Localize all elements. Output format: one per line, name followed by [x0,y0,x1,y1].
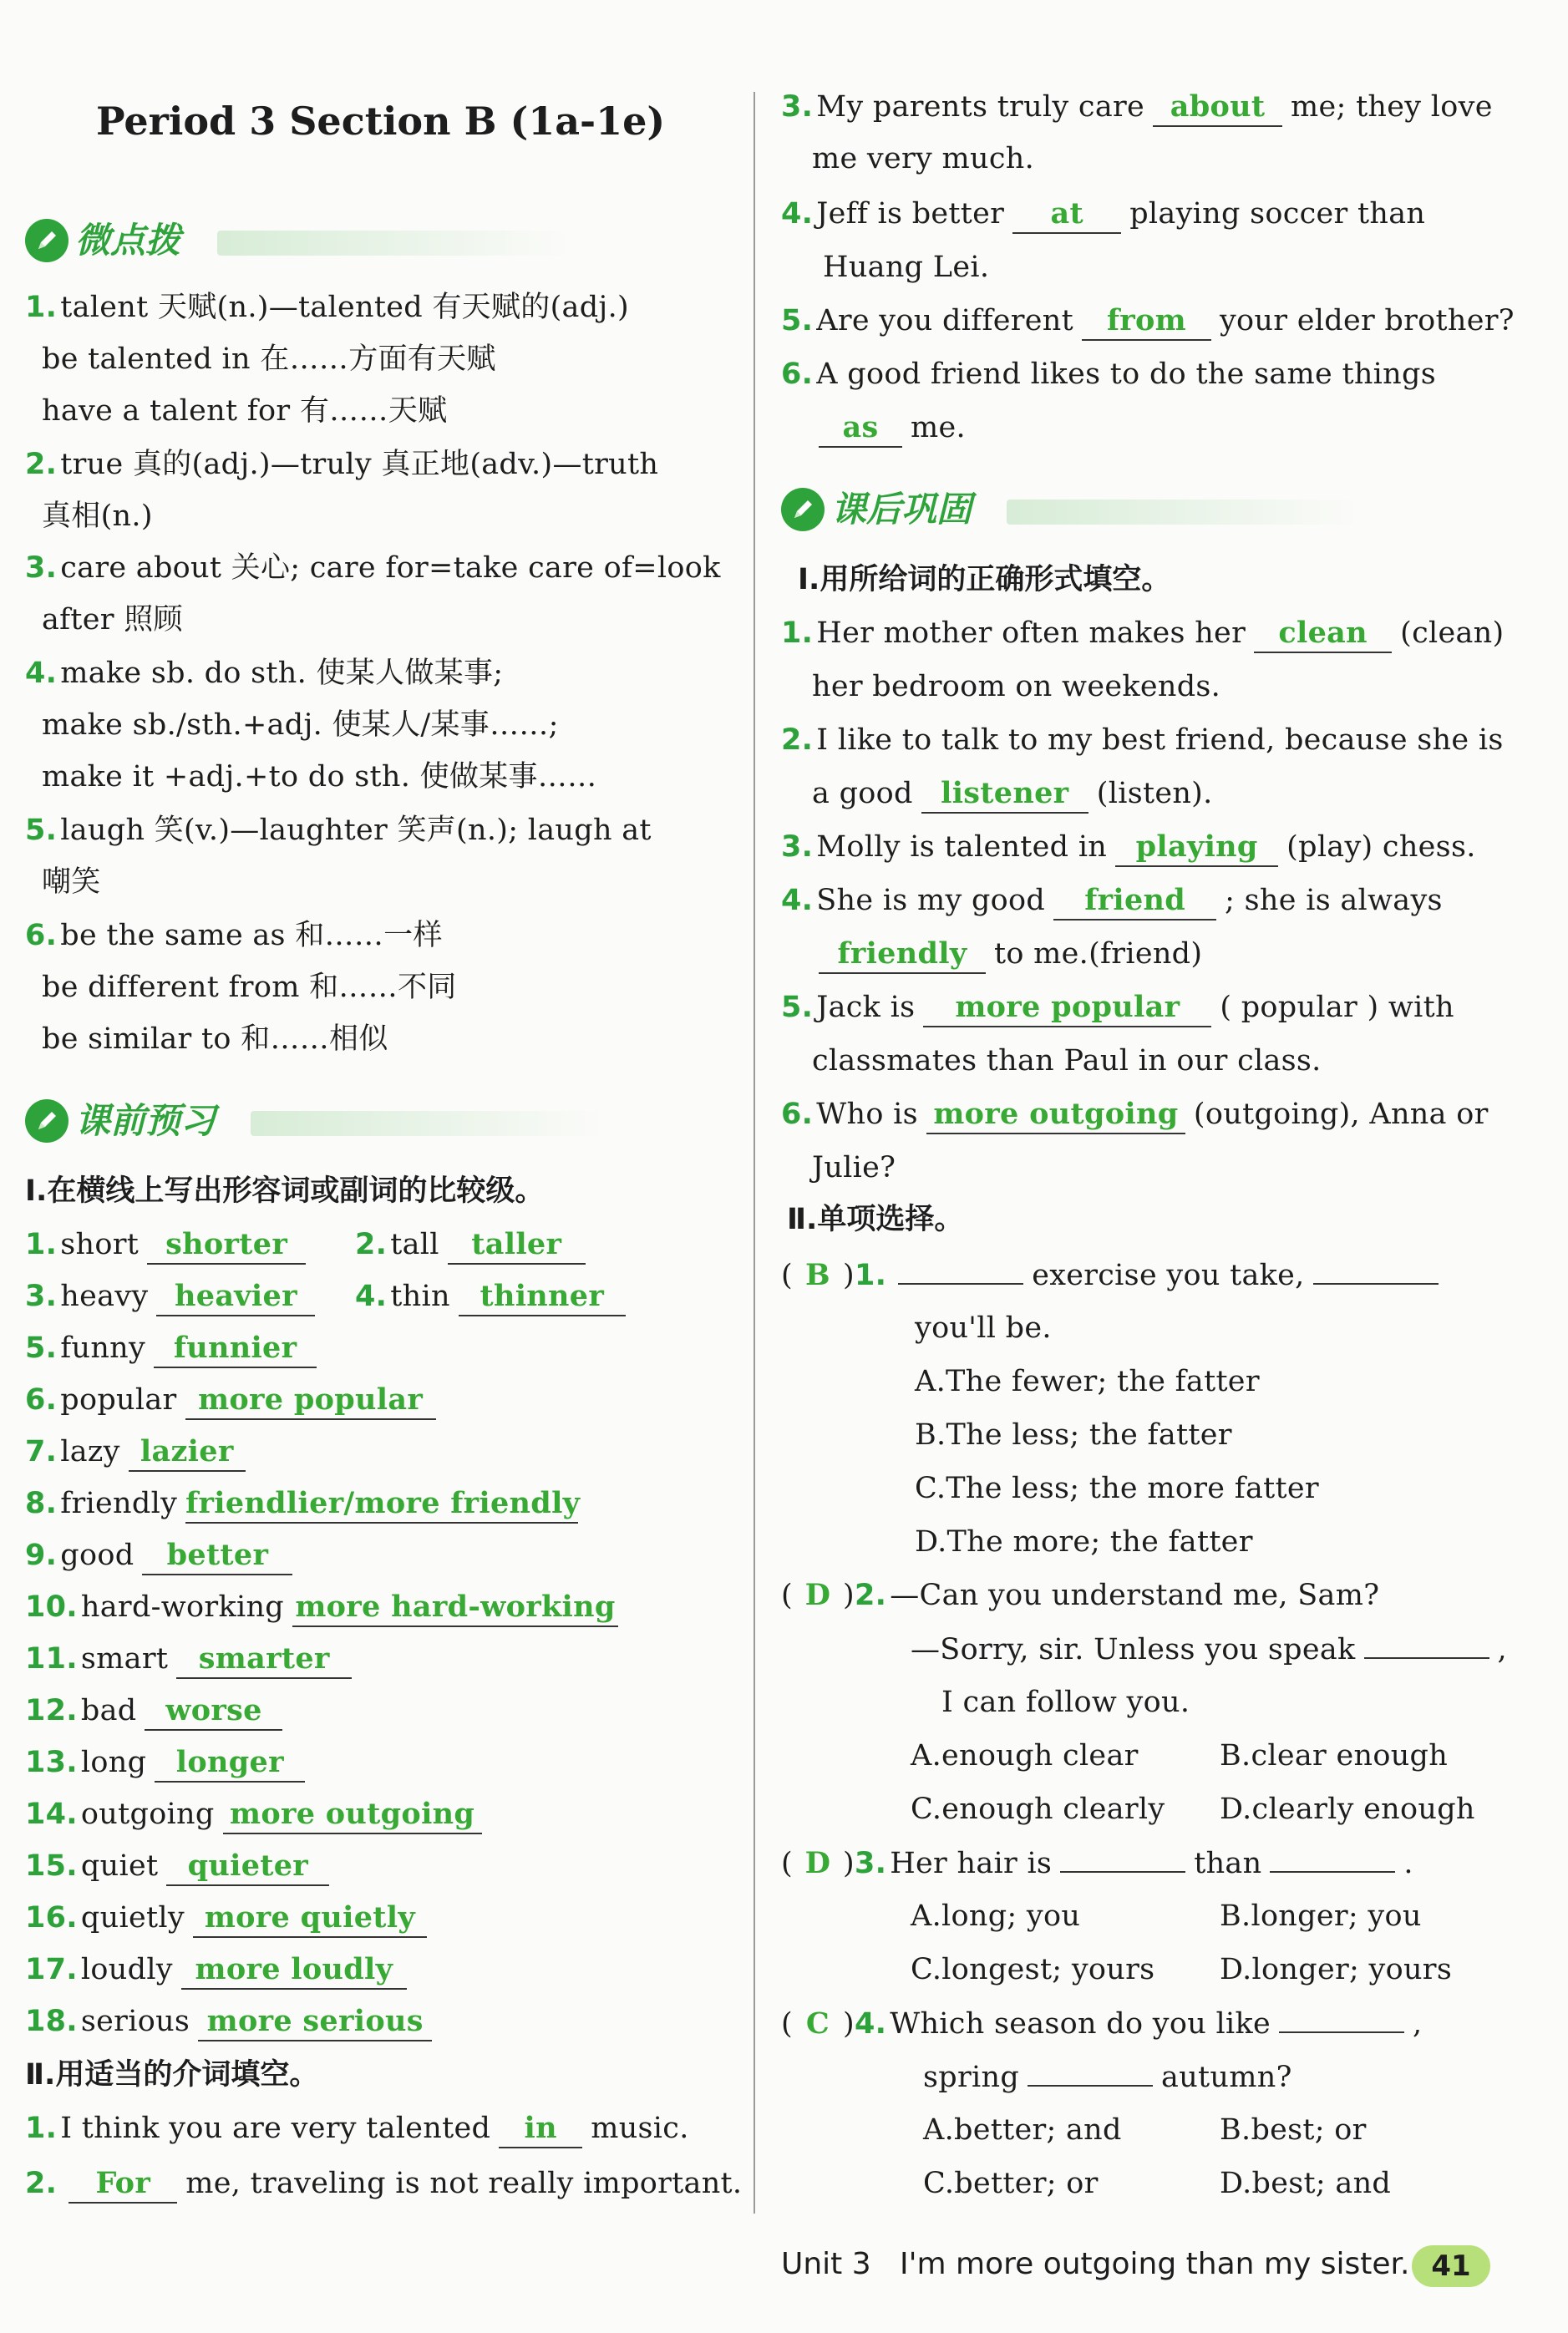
tip-2-line-2: 真相(n.) [42,500,153,533]
fill-6: 6. Who is more outgoing (outgoing), Anna or [781,1094,1489,1134]
fill-5-cont: classmates than Paul in our class. [812,1044,1322,1078]
fill-4: 4. She is my good friend ; she is always [781,880,1443,921]
tip-3-line-1: 3. care about 关心; care for=take care of=look [25,551,721,585]
mc-2-cont: —Sorry, sir. Unless you speak , [911,1629,1507,1670]
page-number: 41 [1412,2245,1490,2287]
mc-4-option-a: A.better; and [923,2113,1122,2147]
mc-1: ( B )1. exercise you take, [781,1255,1447,1296]
prep-3: 3. My parents truly care about me; they love [781,87,1493,127]
mc-2: ( D )2. —Can you understand me, Sam? [781,1578,1380,1612]
fill-5: 5. Jack is more popular ( popular ) with [781,987,1454,1027]
mc-2-cont-2: I can follow you. [941,1686,1190,1719]
fill-3: 3. Molly is talented in playing (play) chess. [781,827,1476,867]
mc-4-option-d: D.best; and [1220,2167,1392,2200]
banner-title: 课后巩固 [831,489,972,530]
comparative-3: 3. heavy heavier [25,1276,323,1316]
pencil-icon [25,219,69,262]
tip-5-line-2: 嘲笑 [42,865,101,899]
mc-1-option-b: B.The less; the fatter [915,1418,1232,1452]
comparative-11: 11. smart smarter [25,1639,360,1679]
comparative-8: 8. friendly friendlier/more friendly [25,1483,586,1524]
tip-2-line-1: 2. true 真的(adj.)—truly 真正地(adv.)—truth [25,448,659,481]
prep-4: 4. Jeff is better at playing soccer than [781,194,1425,234]
pencil-icon [25,1099,69,1143]
part1-heading: Ⅰ.在横线上写出形容词或副词的比较级。 [25,1174,545,1208]
tip-5-line-1: 5. laugh 笑(v.)—laughter 笑声(n.); laugh at [25,814,652,847]
mc-2-option-a: A.enough clear [911,1739,1139,1773]
c-part1-heading: Ⅰ.用所给词的正确形式填空。 [798,563,1171,596]
mc-1-cont: you'll be. [915,1311,1052,1345]
comparative-10: 10. hard-working more hard-working [25,1587,627,1627]
fill-4-cont: friendly to me.(friend) [812,934,1202,974]
prep-2: 2. For me, traveling is not really important. [25,2163,742,2204]
fill-2: 2. I like to talk to my best friend, because she is [781,723,1504,757]
part2-heading: Ⅱ.用适当的介词填空。 [25,2058,319,2092]
mc-2-option-d: D.clearly enough [1220,1793,1475,1826]
comparative-14: 14. outgoing more outgoing [25,1794,490,1834]
banner-tips [25,216,610,269]
tip-3-line-2: after 照顾 [42,603,183,637]
mc-3-option-c: C.longest; yours [911,1953,1155,1986]
mc-4-cont: spring autumn? [923,2057,1292,2097]
prep-4-cont: Huang Lei. [823,251,990,284]
comparative-7: 7. lazy lazier [25,1432,254,1472]
banner-consolidate [781,484,1366,538]
comparative-1: 1. short shorter [25,1225,314,1265]
comparative-2: 2. tall taller [355,1225,594,1265]
mc-4-option-b: B.best; or [1220,2113,1367,2147]
comparative-18: 18. serious more serious [25,2001,440,2041]
comparative-17: 17. loudly more loudly [25,1950,415,1990]
mc-3: ( D )3. Her hair is than . [781,1843,1413,1884]
unit-title: I'm more outgoing than my sister. [899,2247,1410,2281]
comparative-16: 16. quietly more quietly [25,1898,435,1938]
tip-6-line-1: 6. be the same as 和……一样 [25,919,443,952]
mc-1-option-d: D.The more; the fatter [915,1525,1253,1559]
prep-3-cont: me very much. [812,142,1035,175]
prep-6-cont: as me. [812,408,966,448]
page-footer [781,2247,1409,2281]
mc-4-option-c: C.better; or [923,2167,1099,2200]
tip-1-line-1: 1. talent 天赋(n.)—talented 有天赋的(adj.) [25,291,629,324]
tip-1-line-3: have a talent for 有……天赋 [42,394,448,428]
comparative-15: 15. quiet quieter [25,1846,337,1886]
banner-title: 课前预习 [75,1100,216,1141]
mc-4: ( C )4. Which season do you like , [781,2003,1422,2044]
comparative-12: 12. bad worse [25,1691,291,1731]
banner-title: 微点拨 [75,220,181,261]
mc-2-option-b: B.clear enough [1220,1739,1449,1773]
comparative-9: 9. good better [25,1535,301,1575]
fill-2-cont: a good listener (listen). [812,773,1213,814]
banner-preview [25,1096,610,1149]
tip-6-line-2: be different from 和……不同 [42,971,457,1004]
pencil-icon [781,488,825,531]
prep-1: 1. I think you are very talented in music. [25,2108,689,2148]
mc-1-option-c: C.The less; the more fatter [915,1472,1319,1505]
comparative-4: 4. thin thinner [355,1276,634,1316]
prep-5: 5. Are you different from your elder brother? [781,301,1515,341]
tip-6-line-3: be similar to 和……相似 [42,1022,388,1056]
fill-6-cont: Julie? [812,1151,896,1184]
mc-3-option-b: B.longer; you [1220,1899,1422,1933]
mc-2-option-c: C.enough clearly [911,1793,1165,1826]
fill-1: 1. Her mother often makes her clean (clean) [781,613,1504,653]
comparative-5: 5. funny funnier [25,1328,325,1368]
comparative-13: 13. long longer [25,1742,313,1783]
page-title: Period 3 Section B (1a-1e) [96,99,666,144]
tip-4-line-2: make sb./sth.+adj. 使某人/某事……; [42,708,559,742]
c-part2-heading: Ⅱ.单项选择。 [787,1203,964,1236]
prep-6: 6. A good friend likes to do the same things [781,358,1436,391]
unit-label: Unit 3 [781,2247,871,2281]
mc-1-option-a: A.The fewer; the fatter [915,1365,1260,1398]
tip-1-line-2: be talented in 在……方面有天赋 [42,342,496,376]
column-divider [754,92,755,2214]
tip-4-line-3: make it +adj.+to do sth. 使做某事…… [42,760,597,794]
tip-4-line-1: 4. make sb. do sth. 使某人做某事; [25,657,504,690]
mc-3-option-a: A.long; you [911,1899,1081,1933]
fill-1-cont: her bedroom on weekends. [812,670,1221,703]
mc-3-option-d: D.longer; yours [1220,1953,1453,1986]
comparative-6: 6. popular more popular [25,1380,444,1420]
